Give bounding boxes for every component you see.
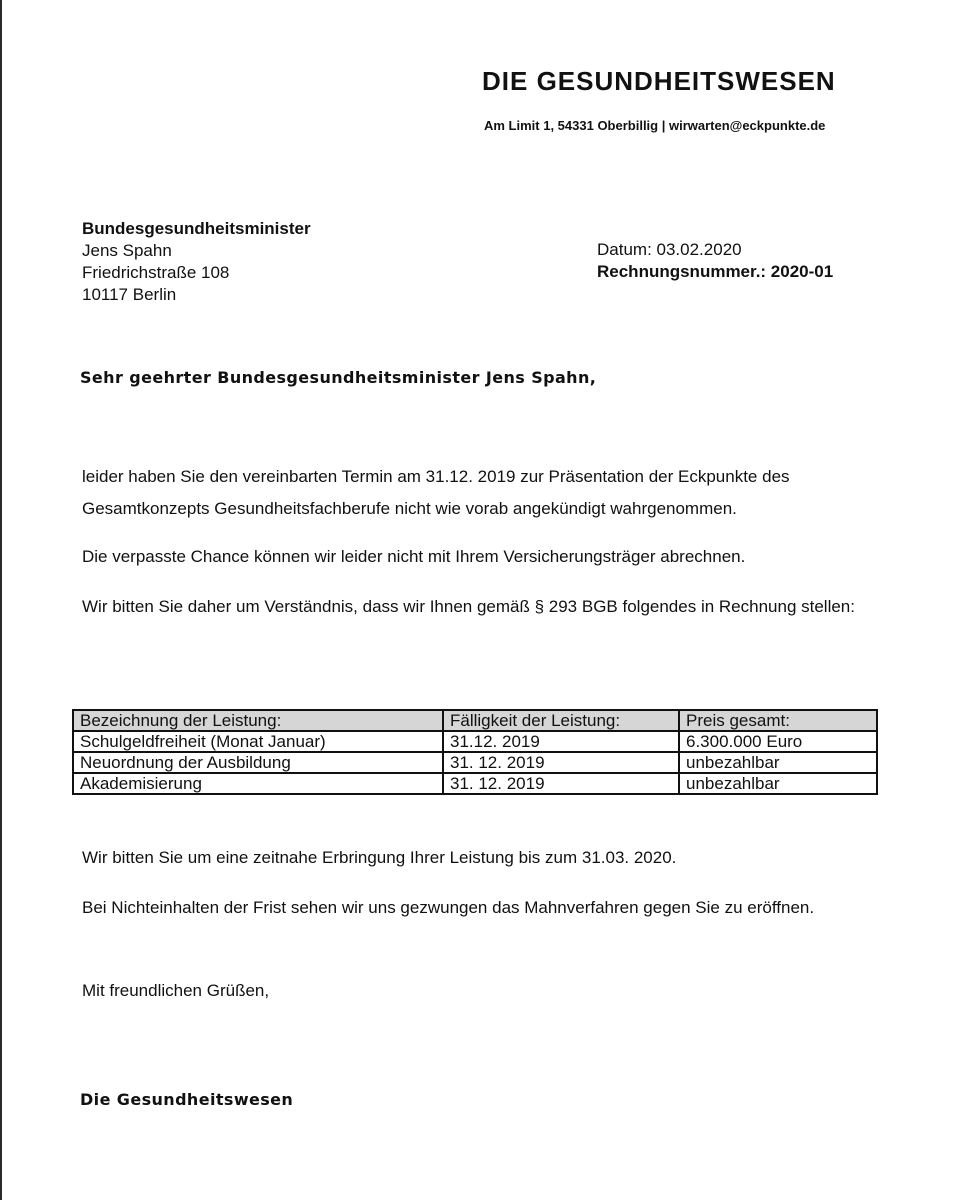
cell-service: Neuordnung der Ausbildung [73, 752, 443, 773]
cell-service: Schulgeldfreiheit (Monat Januar) [73, 731, 443, 752]
salutation: Sehr geehrter Bundesgesundheitsminister Jens Spahn, [80, 368, 597, 387]
signature: Die Gesundheitswesen [80, 1090, 294, 1109]
table-header-row [73, 710, 877, 731]
paragraph-missed-chance: Die verpasste Chance können wir leider nicht mit Ihrem Versicherungsträger abrechnen. [82, 547, 746, 566]
cell-price: unbezahlbar [679, 773, 877, 794]
page-edge [0, 0, 2, 1200]
table-row [73, 752, 877, 773]
cell-price: 6.300.000 Euro [679, 731, 877, 752]
cell-price: unbezahlbar [679, 752, 877, 773]
letter-date: Datum: 03.02.2020 [597, 240, 742, 259]
letter-meta [597, 239, 833, 283]
invoice-table [72, 709, 878, 795]
header-service: Bezeichnung der Leistung: [73, 710, 443, 731]
table-row [73, 773, 877, 794]
recipient-title: Bundesgesundheitsminister [82, 219, 311, 238]
recipient-address [82, 218, 311, 306]
table-row [73, 731, 877, 752]
company-name: DIE GESUNDHEITSWESEN [482, 66, 836, 96]
cell-due-date: 31. 12. 2019 [443, 773, 679, 794]
cell-service: Akademisierung [73, 773, 443, 794]
closing: Mit freundlichen Grüßen, [82, 981, 270, 1000]
cell-due-date: 31. 12. 2019 [443, 752, 679, 773]
recipient-name: Jens Spahn [82, 241, 172, 260]
header-due-date: Fälligkeit der Leistung: [443, 710, 679, 731]
paragraph-invoice-intro: Wir bitten Sie daher um Verständnis, dass wir Ihnen gemäß § 293 BGB folgendes in Rechnung stellen: [82, 597, 855, 616]
header-total-price: Preis gesamt: [679, 710, 877, 731]
paragraph-dunning: Bei Nichteinhalten der Frist sehen wir uns gezwungen das Mahnverfahren gegen Sie zu eröffnen. [82, 898, 815, 917]
recipient-street: Friedrichstraße 108 [82, 263, 230, 282]
paragraph-deadline: Wir bitten Sie um eine zeitnahe Erbringung Ihrer Leistung bis zum 31.03. 2020. [82, 848, 677, 867]
paragraph-missed-appointment: leider haben Sie den vereinbarten Termin am 31.12. 2019 zur Präsentation der Eckpunkte des Gesamtkonzepts Gesundheitsfachberufe nicht wie vorab angekündigt wahrgenommen. [82, 467, 790, 518]
invoice-number: Rechnungsnummer.: 2020-01 [597, 262, 834, 281]
company-contact: Am Limit 1, 54331 Oberbillig | wirwarten@eckpunkte.de [484, 118, 826, 133]
cell-due-date: 31.12. 2019 [443, 731, 679, 752]
recipient-city: 10117 Berlin [82, 285, 177, 304]
